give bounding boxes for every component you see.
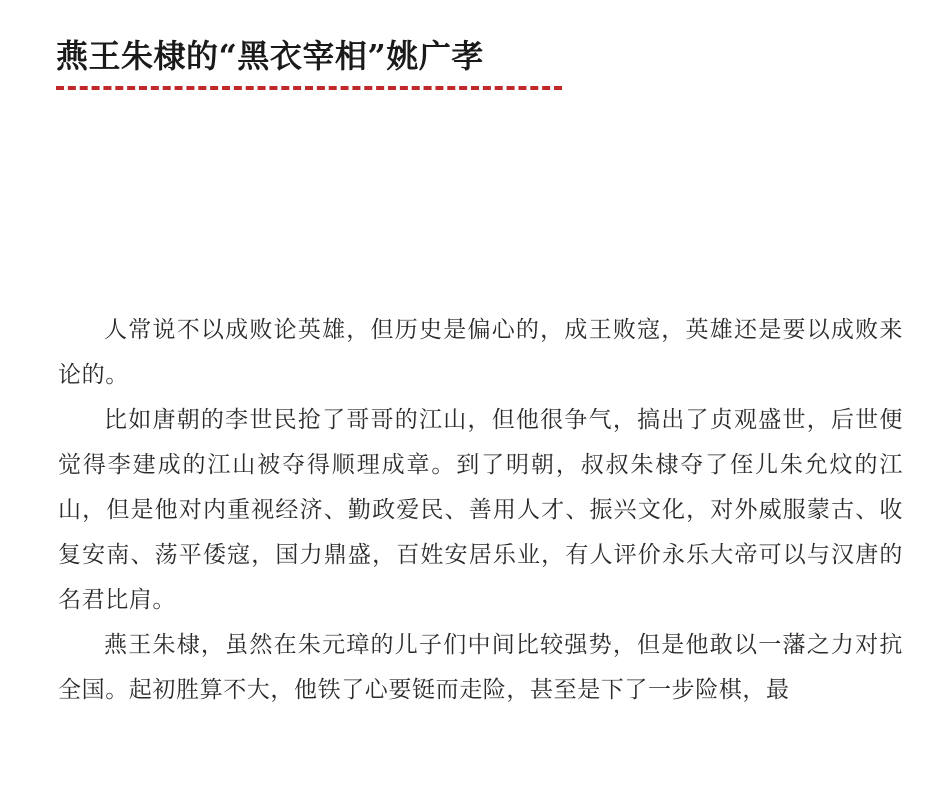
page-title: 燕王朱棣的“黑衣宰相”姚广孝 (56, 37, 484, 75)
article-body (58, 308, 903, 713)
paragraph-3: 燕王朱棣，虽然在朱元璋的儿子们中间比较强势，但是他敢以一藩之力对抗全国。起初胜算不大，他铁了心要铤而走险，甚至是下了一步险棋，最 (58, 632, 903, 703)
title-dashed-underline (56, 86, 562, 90)
article-header (56, 34, 576, 90)
paragraph-2: 比如唐朝的李世民抢了哥哥的江山，但他很争气，搞出了贞观盛世，后世便觉得李建成的江山被夺得顺理成章。到了明朝，叔叔朱棣夺了侄儿朱允炆的江山，但是他对内重视经济、勤政爱民、善用人才、振兴文化，对外威服蒙古、收复安南、荡平倭寇，国力鼎盛，百姓安居乐业，有人评价永乐大帝可以与汉唐的名君比肩。 (58, 407, 903, 613)
paragraph-1: 人常说不以成败论英雄，但历史是偏心的，成王败寇，英雄还是要以成败来论的。 (58, 317, 903, 388)
